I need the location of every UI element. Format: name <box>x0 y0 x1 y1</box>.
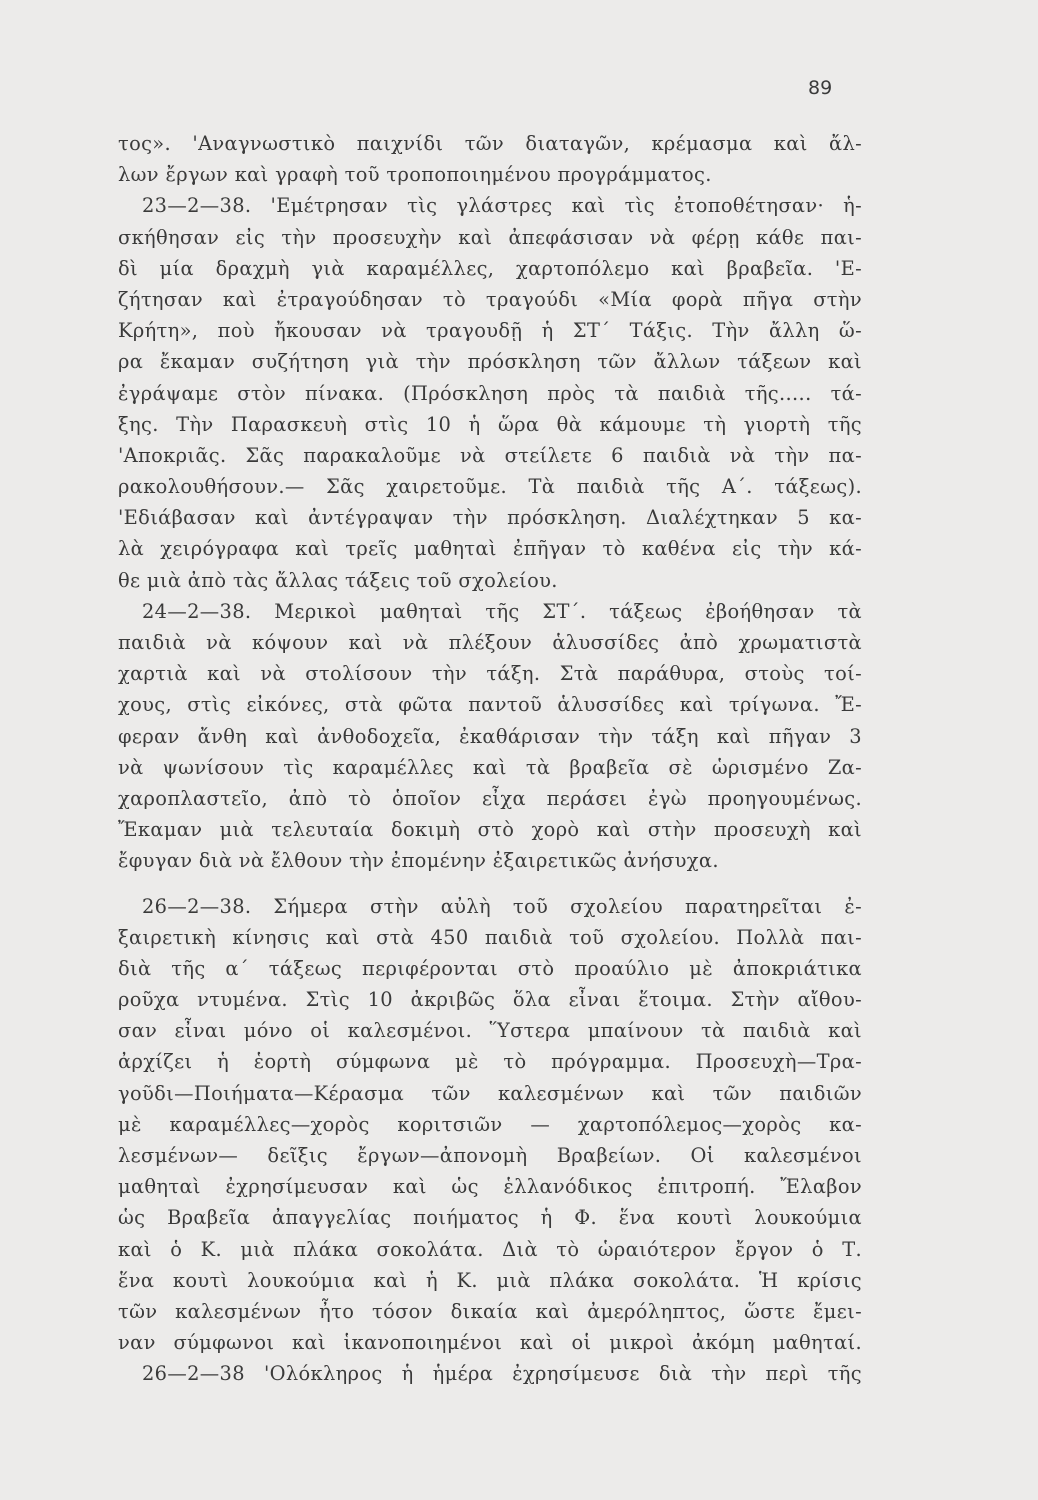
text-line: ἐγράψαμε στὸν πίνακα. (Πρόσκληση πρὸς τὰ παιδιὰ τῆς..... τά- <box>118 381 862 405</box>
text-line: ρα ἔκαμαν συζήτηση γιὰ τὴν πρόσκληση τῶν ἄλλων τάξεων καὶ <box>118 350 862 374</box>
text-line: δὶ μία δραχμὴ γιὰ καραμέλλες, χαρτοπόλεμο καὶ βραβεῖα. 'Ε- <box>118 256 862 280</box>
text-line: χους, στὶς εἰκόνες, στὰ φῶτα παντοῦ ἁλυσσίδες καὶ τρίγωνα. Ἔ- <box>118 693 862 717</box>
text-line: ἀρχίζει ἡ ἑορτὴ σύμφωνα μὲ τὸ πρόγραμμα. Προσευχὴ—Τρα- <box>118 1050 862 1074</box>
text-line: 24—2—38. Μερικοὶ μαθηταὶ τῆς ΣΤ΄. τάξεως ἐβοήθησαν τὰ <box>142 599 862 623</box>
text-line: χαροπλαστεῖο, ἀπὸ τὸ ὁποῖον εἶχα περάσει ἐγὼ προηγουμένως. <box>118 786 862 810</box>
text-line: λὰ χειρόγραφα καὶ τρεῖς μαθηταὶ ἐπῆγαν τὸ καθένα εἰς τὴν κά- <box>118 537 862 561</box>
text-line: 26—2—38 'Ολόκληρος ἡ ἡμέρα ἐχρησίμευσε διὰ τὴν περὶ τῆς <box>142 1362 862 1386</box>
page-number: 89 <box>808 77 833 99</box>
text-line: θε μιὰ ἀπὸ τὰς ἄλλας τάξεις τοῦ σχολείου. <box>118 568 558 592</box>
text-line: μαθηταὶ ἐχρησίμευσαν καὶ ὡς ἑλλανόδικος ἐπιτροπή. Ἔλαβον <box>118 1175 862 1199</box>
text-line: φεραν ἄνθη καὶ ἀνθοδοχεῖα, ἐκαθάρισαν τὴν τάξη καὶ πῆγαν 3 <box>118 724 862 748</box>
text-line: ἔφυγαν διὰ νὰ ἔλθουν τὴν ἐπομένην ἐξαιρετικῶς ἀνήσυχα. <box>118 849 719 873</box>
text-line: γοῦδι—Ποιήματα—Κέρασμα τῶν καλεσμένων καὶ τῶν παιδιῶν <box>118 1081 862 1105</box>
text-line: λων ἔργων καὶ γραφὴ τοῦ τροποποιημένου προγράμματος. <box>118 163 712 187</box>
text-line: σαν εἶναι μόνο οἱ καλεσμένοι. Ὕστερα μπαίνουν τὰ παιδιὰ καὶ <box>118 1019 862 1043</box>
text-line: λεσμένων— δεῖξις ἔργων—ἀπονομὴ Βραβείων. Οἱ καλεσμένοι <box>118 1144 862 1167</box>
text-line: 23—2—38. 'Εμέτρησαν τὶς γλάστρες καὶ τὶς ἐτοποθέτησαν· ἡ- <box>142 194 862 218</box>
text-line: μὲ καραμέλλες—χορὸς κοριτσιῶν — χαρτοπόλεμος—χορὸς κα- <box>118 1112 862 1136</box>
text-line: παιδιὰ νὰ κόψουν καὶ νὰ πλέξουν ἁλυσσίδες ἀπὸ χρωματιστὰ <box>118 631 862 654</box>
text-line: ρακολουθήσουν.— Σᾶς χαιρετοῦμε. Τὰ παιδιὰ τῆς Α΄. τάξεως). <box>118 475 862 499</box>
text-line: νὰ ψωνίσουν τὶς καραμέλλες καὶ τὰ βραβεῖα σὲ ὡρισμένο Ζα- <box>118 755 862 779</box>
text-line: ξαιρετικὴ κίνησις καὶ στὰ 450 παιδιὰ τοῦ σχολείου. Πολλὰ παι- <box>118 925 862 949</box>
text-line: ζήτησαν καὶ ἐτραγούδησαν τὸ τραγούδι «Μία φορὰ πῆγα στὴν <box>118 287 862 311</box>
body-text <box>118 128 862 1390</box>
text-line: 'Εδιάβασαν καὶ ἀντέγραψαν τὴν πρόσκληση. Διαλέχτηκαν 5 κα- <box>118 506 862 530</box>
text-line: τῶν καλεσμένων ἦτο τόσον δικαία καὶ ἀμερόληπτος, ὥστε ἔμει- <box>118 1299 862 1323</box>
text-line: ναν σύμφωνοι καὶ ἱκανοποιημένοι καὶ οἱ μικροὶ ἀκόμη μαθηταί. <box>118 1331 862 1355</box>
text-line: Κρήτη», ποὺ ἤκουσαν νὰ τραγουδῇ ἡ ΣΤ΄ Τάξις. Τὴν ἄλλη ὥ- <box>118 319 862 343</box>
text-line: 26—2—38. Σήμερα στὴν αὐλὴ τοῦ σχολείου παρατηρεῖται ἐ- <box>142 894 862 918</box>
text-line: σκήθησαν εἰς τὴν προσευχὴν καὶ ἀπεφάσισαν νὰ φέρῃ κάθε παι- <box>118 225 862 249</box>
text-line: καὶ ὁ Κ. μιὰ πλάκα σοκολάτα. Διὰ τὸ ὡραιότερον ἔργον ὁ Τ. <box>118 1237 862 1261</box>
text-line: ὡς Βραβεῖα ἀπαγγελίας ποιήματος ἡ Φ. ἕνα κουτὶ λουκούμια <box>118 1206 862 1230</box>
text-line: Ἔκαμαν μιὰ τελευταία δοκιμὴ στὸ χορὸ καὶ στὴν προσευχὴ καὶ <box>118 818 862 842</box>
text-line: ἕνα κουτὶ λουκούμια καὶ ἡ Κ. μιὰ πλάκα σοκολάτα. Ἡ κρίσις <box>118 1268 862 1292</box>
text-line: διὰ τῆς α΄ τάξεως περιφέρονται στὸ προαύλιο μὲ ἀποκριάτικα <box>118 956 862 980</box>
text-line: ροῦχα ντυμένα. Στὶς 10 ἀκριβῶς ὅλα εἶναι ἕτοιμα. Στὴν αἴθου- <box>118 988 862 1012</box>
text-line: χαρτιὰ καὶ νὰ στολίσουν τὴν τάξη. Στὰ παράθυρα, στοὺς τοί- <box>118 662 862 686</box>
text-line: ξης. Τὴν Παρασκευὴ στὶς 10 ἡ ὥρα θὰ κάμουμε τὴ γιορτὴ τῆς <box>118 412 862 436</box>
text-line: 'Αποκριᾶς. Σᾶς παρακαλοῦμε νὰ στείλετε 6 παιδιὰ νὰ τὴν πα- <box>118 443 862 467</box>
text-line: τος». 'Αναγνωστικὸ παιχνίδι τῶν διαταγῶν, κρέμασμα καὶ ἄλ- <box>118 132 862 155</box>
